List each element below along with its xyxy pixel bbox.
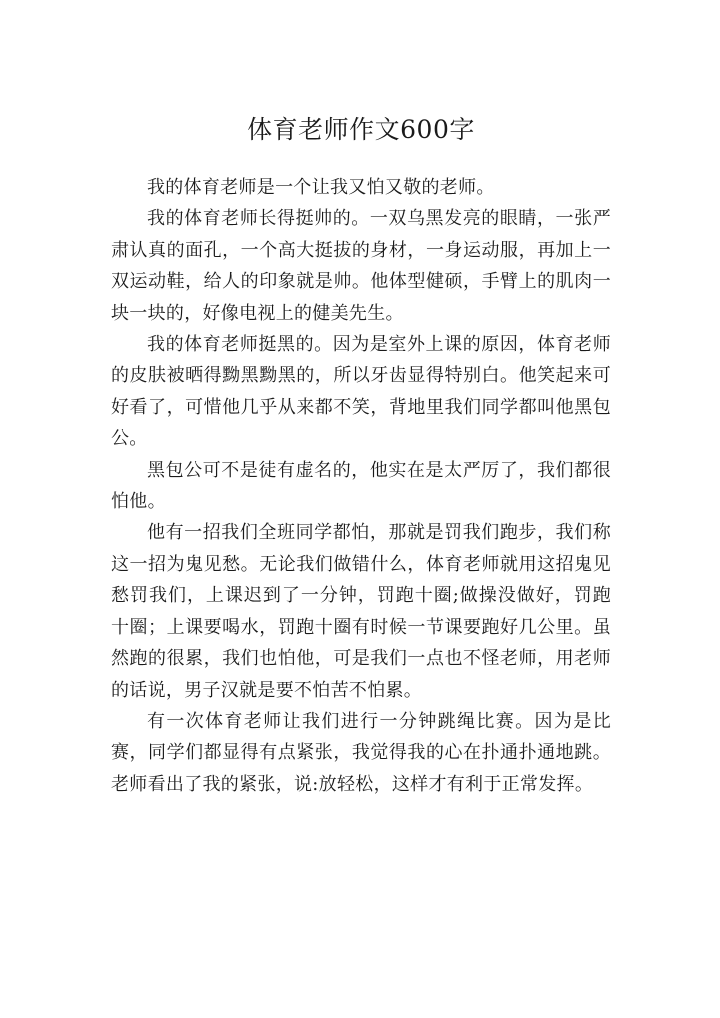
paragraph-1: 我的体育老师是一个让我又怕又敬的老师。 (147, 177, 495, 198)
paragraph-3: 我的体育老师挺黑的。因为是室外上课的原因，体育老师的皮肤被晒得黝黑黝黑的，所以牙齿显得特别白。他笑起来可好看了，可惜他几乎从来都不笑，背地里我们同学都叫他黑包公。 (111, 334, 611, 450)
paragraph-4: 黑包公可不是徒有虚名的，他实在是太严厉了，我们都很怕他。 (111, 459, 611, 513)
paragraph-5: 他有一招我们全班同学都怕，那就是罚我们跑步，我们称这一招为鬼见愁。无论我们做错什么，体育老师就用这招鬼见愁罚我们，上课迟到了一分钟，罚跑十圈;做操没做好，罚跑十圈；上课要喝水，罚跑十圈有时候一节课要跑好几公里。虽然跑的很累，我们也怕他，可是我们一点也不怪老师，用老师的话说，男子汉就是要不怕苦不怕累。 (111, 522, 611, 701)
document-title: 体育老师作文600字 (247, 115, 475, 144)
paragraph-2: 我的体育老师长得挺帅的。一双乌黑发亮的眼睛，一张严肃认真的面孔，一个高大挺拔的身材，一身运动服，再加上一双运动鞋，给人的印象就是帅。他体型健硕，手臂上的肌肉一块一块的，好像电视上的健美先生。 (111, 208, 611, 324)
document-body (111, 172, 611, 800)
paragraph-6: 有一次体育老师让我们进行一分钟跳绳比赛。因为是比赛，同学们都显得有点紧张，我觉得我的心在扑通扑通地跳。老师看出了我的紧张，说:放轻松，这样才有利于正常发挥。 (111, 710, 611, 795)
